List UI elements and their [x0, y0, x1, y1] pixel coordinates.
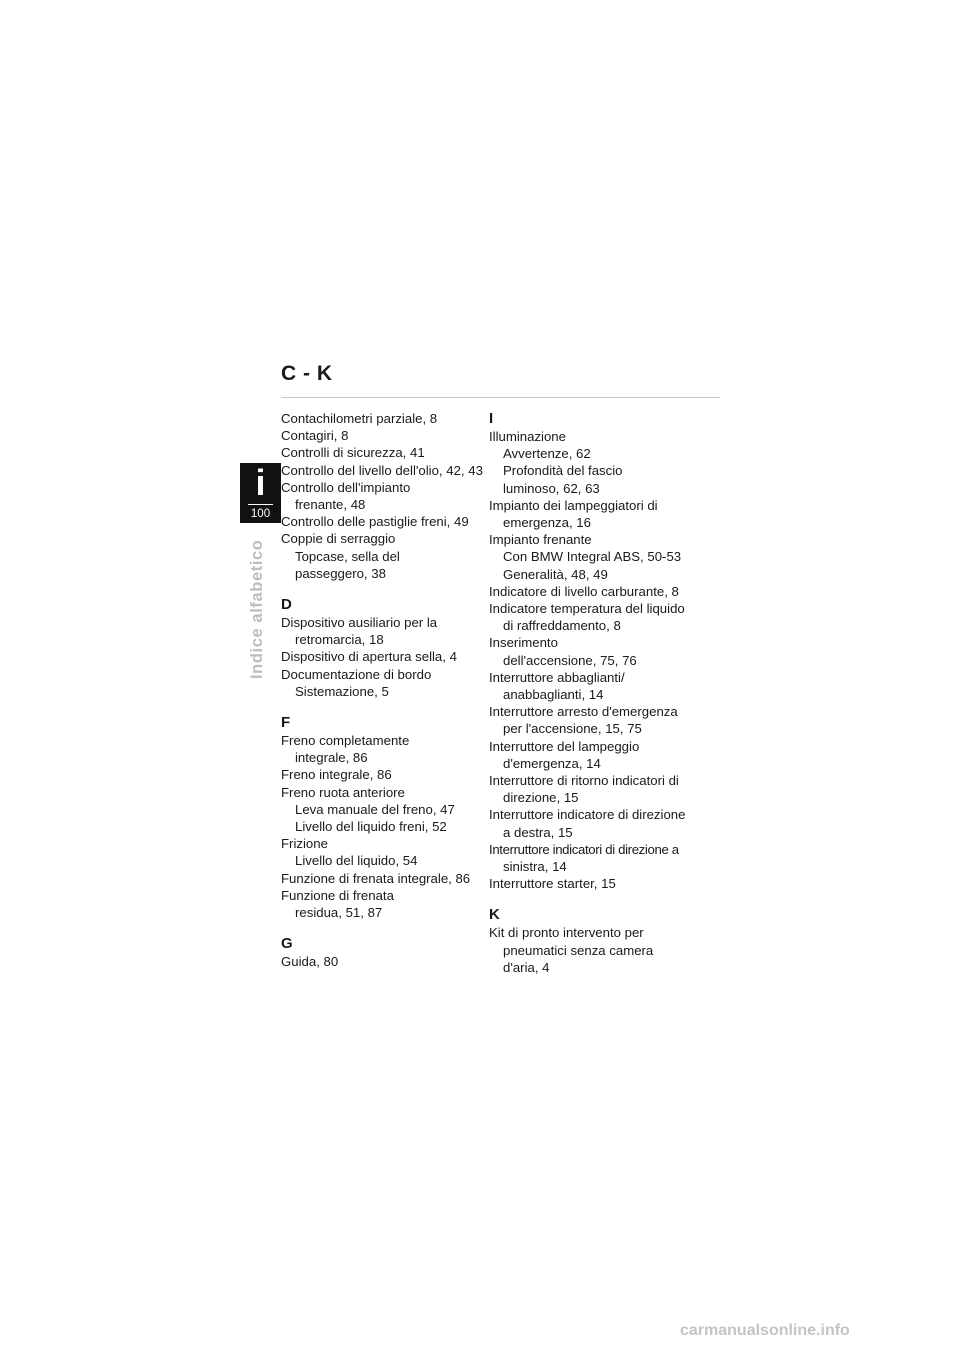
index-entry: Interruttore indicatore di direzione — [489, 807, 686, 823]
index-entry: Interruttore arresto d'emergenza — [489, 704, 678, 720]
index-entry: Freno ruota anteriore — [281, 784, 405, 800]
index-entry: Interruttore starter, 15 — [489, 876, 616, 892]
watermark: carmanualsonline.info — [680, 1322, 850, 1339]
index-entry: Freno integrale, 86 — [281, 767, 392, 783]
index-subentry: Profondità del fascio — [503, 463, 623, 479]
index-entry: Funzione di frenata integrale, 86 — [281, 870, 471, 886]
index-subentry: pneumatici senza camera — [503, 942, 654, 958]
index-subentry: Livello del liquido, 54 — [295, 853, 418, 869]
index-entry: Freno completamente — [281, 733, 410, 749]
index-subentry: direzione, 15 — [503, 790, 579, 806]
index-entry: Kit di pronto intervento per — [489, 925, 644, 941]
chapter-tab — [240, 463, 281, 523]
index-column-left — [281, 410, 486, 970]
index-entry: Contagiri, 8 — [281, 428, 349, 444]
index-subentry: di raffreddamento, 8 — [503, 618, 621, 634]
index-entry: Impianto dei lampeggiatori di — [489, 497, 658, 513]
index-entry: Contachilometri parziale, 8 — [281, 411, 438, 426]
page-title: C - K — [281, 362, 333, 385]
index-subentry: emergenza, 16 — [503, 515, 591, 531]
chapter-divider — [248, 504, 273, 505]
index-subentry: sinistra, 14 — [503, 859, 567, 875]
heading-divider — [281, 397, 720, 398]
index-subentry: Generalità, 48, 49 — [503, 566, 608, 582]
index-letter-heading: K — [489, 906, 500, 924]
index-entry: Funzione di frenata — [281, 887, 394, 903]
index-entry: Interruttore abbaglianti/ — [489, 669, 625, 685]
index-entry: Guida, 80 — [281, 954, 339, 970]
index-subentry: integrale, 86 — [295, 750, 368, 766]
index-subentry: retromarcia, 18 — [295, 632, 384, 648]
index-subentry: Topcase, sella del — [295, 548, 400, 564]
index-entry: Interruttore indicatori di direzione a — [489, 841, 679, 857]
index-entry: Dispositivo ausiliario per la — [281, 615, 438, 631]
index-subentry: passeggero, 38 — [295, 565, 386, 581]
index-entry: Dispositivo di apertura sella, 4 — [281, 649, 457, 665]
index-entry: Indicatore temperatura del liquido — [489, 601, 685, 617]
index-subentry: Con BMW Integral ABS, 50-53 — [503, 549, 682, 565]
index-entry: Coppie di serraggio — [281, 531, 396, 547]
index-entry: Interruttore del lampeggio — [489, 738, 640, 754]
index-entry: Illuminazione — [489, 429, 566, 444]
page-number: 100 — [250, 508, 271, 520]
index-entry: Impianto frenante — [489, 532, 592, 548]
index-subentry: dell'accensione, 75, 76 — [503, 652, 637, 668]
index-subentry: luminoso, 62, 63 — [503, 480, 600, 496]
index-letter-heading: I — [489, 410, 494, 427]
index-subentry: per l'accensione, 15, 75 — [503, 721, 642, 737]
index-letter-heading: D — [281, 596, 292, 614]
index-subentry: d'aria, 4 — [503, 959, 550, 975]
index-subentry: anabbaglianti, 14 — [503, 687, 604, 703]
index-entry: Documentazione di bordo — [281, 666, 432, 682]
index-letter-heading: F — [281, 714, 291, 732]
index-subentry: Avvertenze, 62 — [503, 446, 591, 462]
index-entry: Controlli di sicurezza, 41 — [281, 445, 425, 461]
index-entry: Indicatore di livello carburante, 8 — [489, 583, 679, 599]
index-subentry: Sistemazione, 5 — [295, 683, 389, 699]
index-entry: Interruttore di ritorno indicatori di — [489, 773, 679, 789]
index-column-right — [489, 410, 694, 976]
index-subentry: frenante, 48 — [295, 497, 366, 513]
index-letter-heading: G — [281, 935, 293, 953]
index-entry: Controllo dell'impianto — [281, 479, 411, 495]
index-entry: Controllo delle pastiglie freni, 49 — [281, 514, 469, 530]
index-entry: Frizione — [281, 836, 328, 852]
index-subentry: d'emergenza, 14 — [503, 755, 601, 771]
section-side-title: Indice alfabetico — [248, 539, 266, 679]
index-entry: Controllo del livello dell'olio, 42, 43 — [281, 462, 483, 478]
index-subentry: Leva manuale del freno, 47 — [295, 801, 455, 817]
index-subentry: Livello del liquido freni, 52 — [295, 819, 447, 835]
info-icon: i — [255, 462, 266, 503]
index-subentry: a destra, 15 — [503, 824, 573, 840]
index-subentry: residua, 51, 87 — [295, 905, 383, 921]
index-entry: Inserimento — [489, 635, 558, 651]
